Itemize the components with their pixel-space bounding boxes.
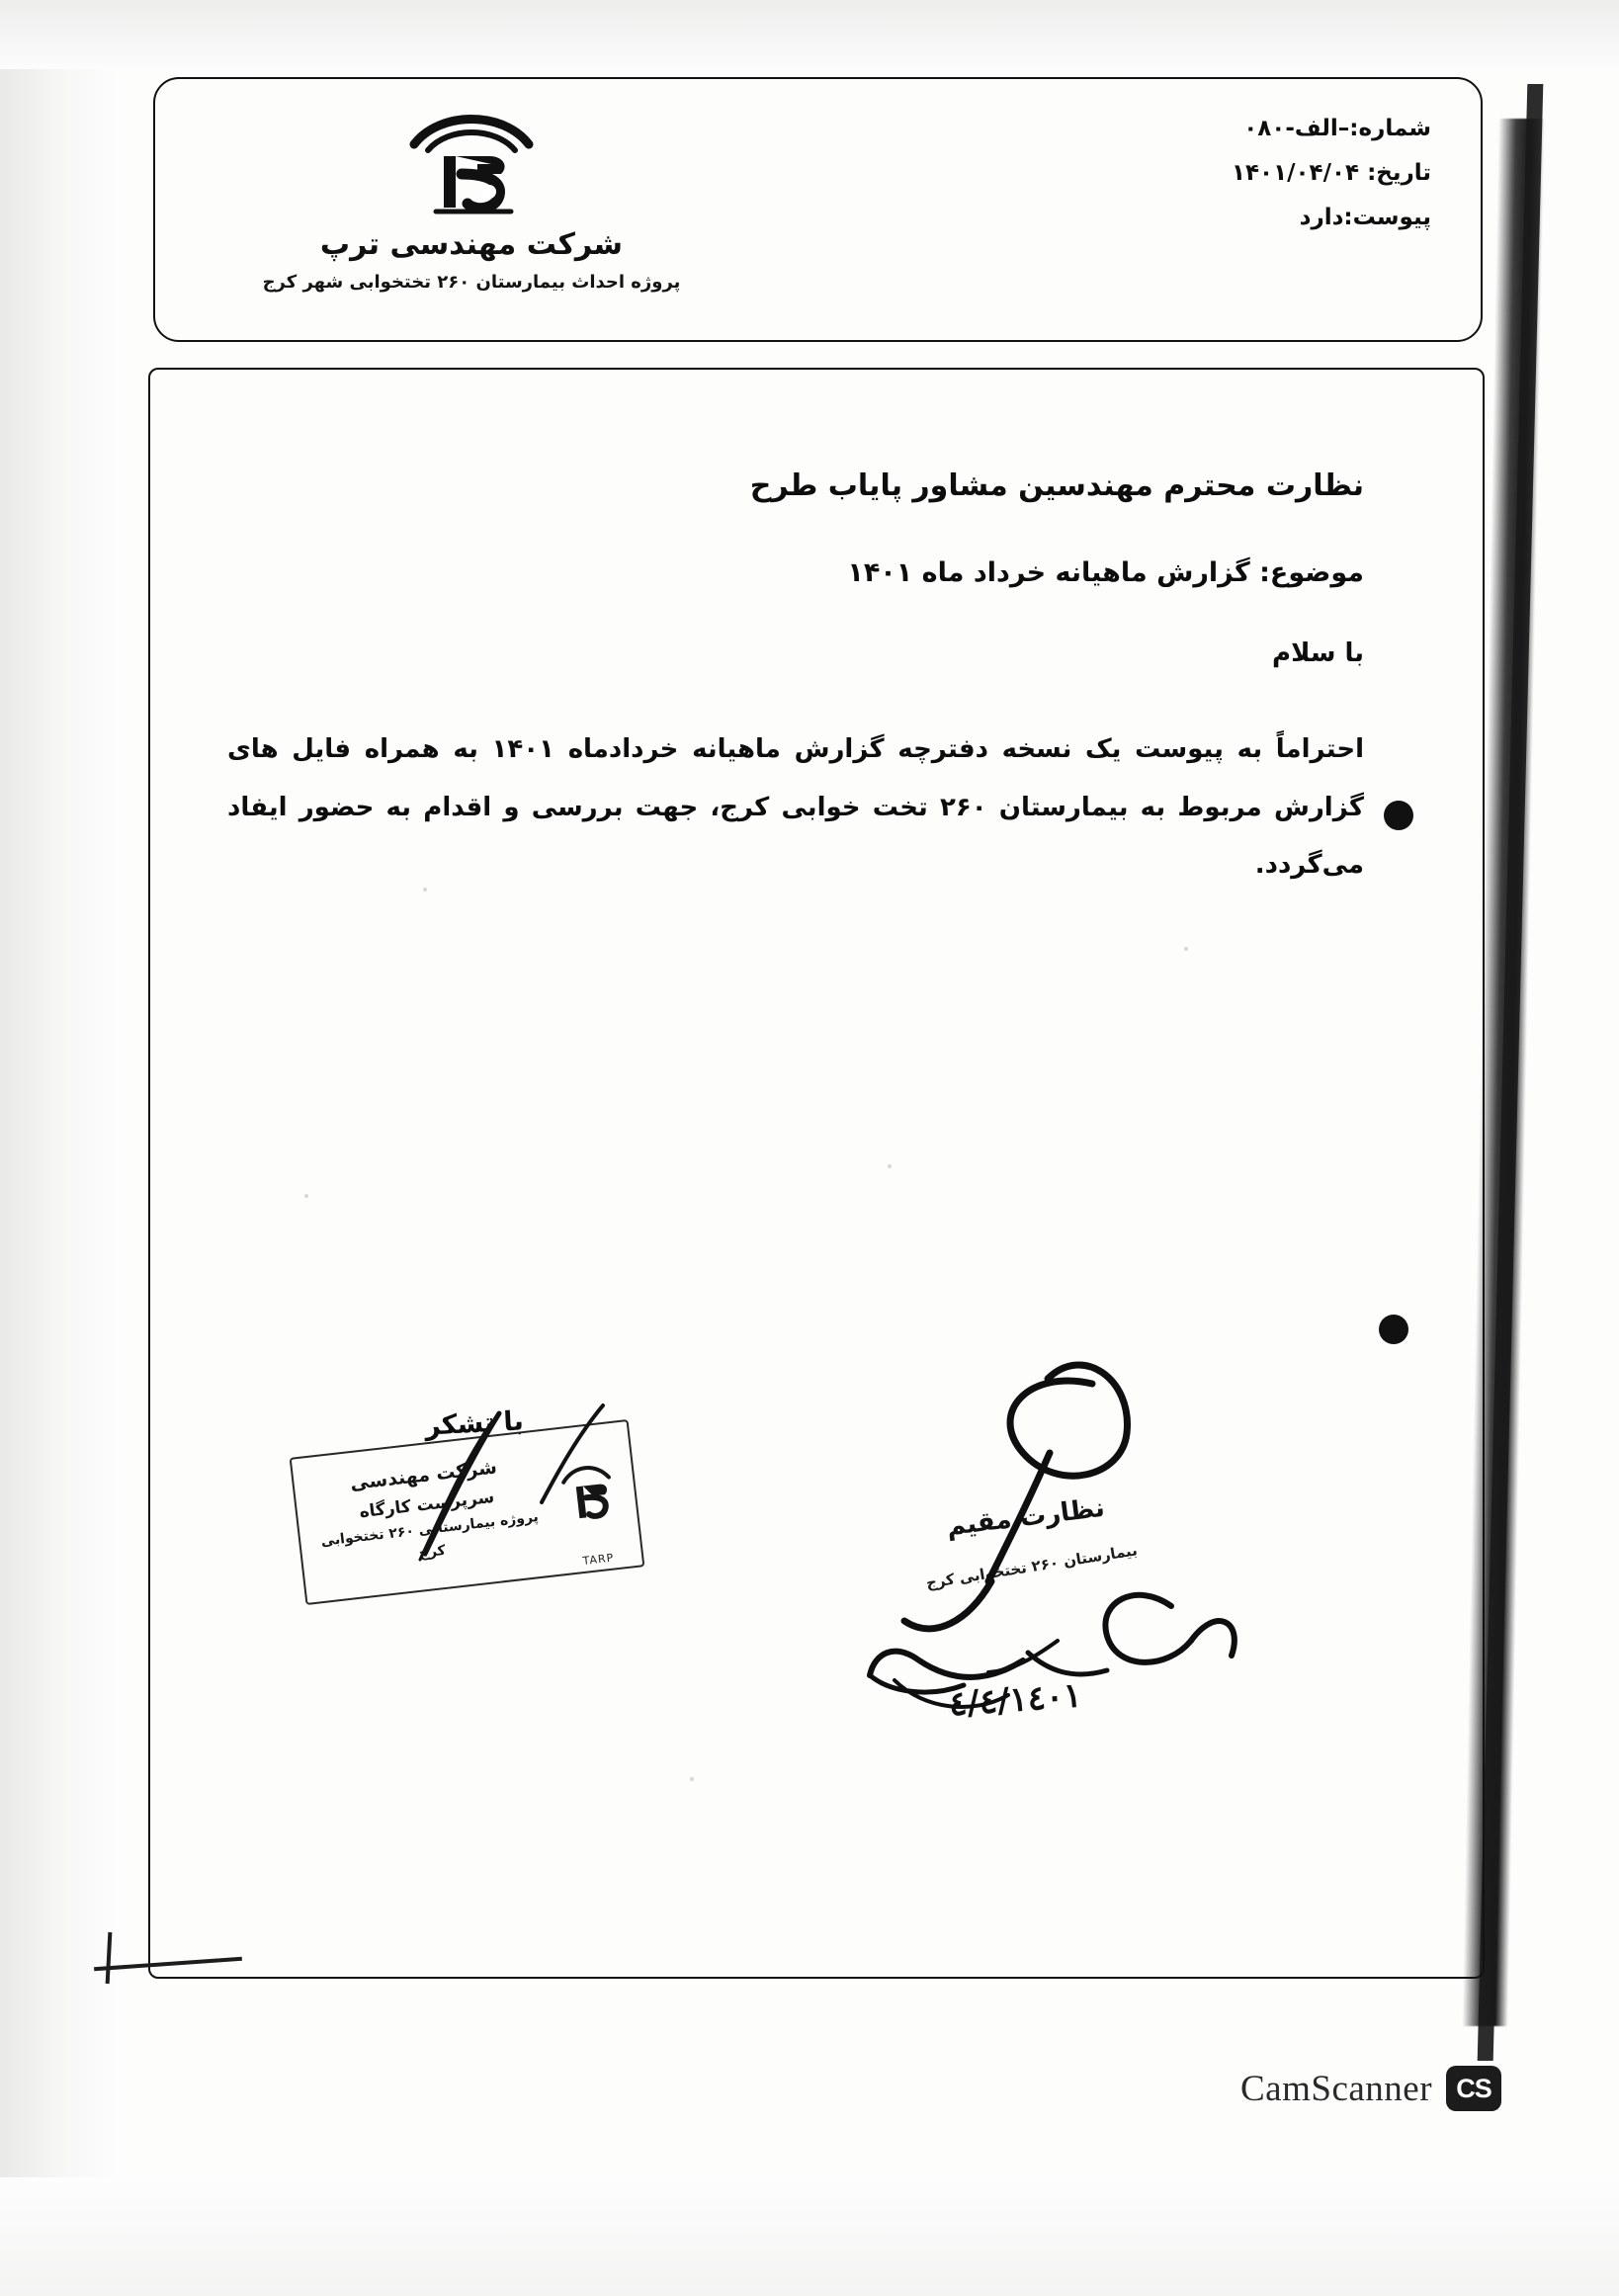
- company-logo-icon: [392, 105, 551, 221]
- scan-shadow-top: [0, 0, 1619, 69]
- handwritten-date: ۱٤۰۱/٤/٤: [947, 1675, 1083, 1725]
- resident-supervisor-subtitle: بیمارستان ۲۶۰ تختخوابی کرج: [924, 1541, 1139, 1592]
- punch-hole-lower: [1379, 1315, 1408, 1344]
- reference-attachment: پیوست:دارد: [1299, 204, 1431, 230]
- resident-supervisor-title: نظارت مقیم: [945, 1492, 1107, 1543]
- company-name: شرکت مهندسی ترپ: [319, 227, 624, 262]
- stamp-tiny-label: TARP: [581, 1551, 615, 1569]
- greeting-line: با سلام: [1272, 638, 1364, 668]
- reference-date: تاریخ: ۱۴۰۱/۰۴/۰۴: [1231, 159, 1431, 186]
- body-paragraph: احتراماً به پیوست یک نسخه دفترچه گزارش ماهیانه خردادماه ۱۴۰۱ به همراه فایل های گزارش مربوط به بیمارستان ۲۶۰ تخت خوابی کرج، جهت بررسی و اقدام به حضور ایفاد می‌گردد.: [227, 734, 1364, 880]
- stamp-line-3: پروژه بیمارستانی ۲۶۰ تختخوابی کرج: [319, 1509, 540, 1563]
- reference-number: شماره:–الف-۰۸۰: [1243, 116, 1431, 141]
- camscanner-badge-icon: CS: [1446, 2066, 1501, 2111]
- company-subtitle: پروژه احداث بیمارستان ۲۶۰ تختخوابی شهر کرج: [262, 272, 681, 293]
- reference-block: [1232, 107, 1431, 240]
- stamp-logo-icon: [554, 1455, 623, 1531]
- stamp-line-2: سرپرست کارگاه: [358, 1488, 496, 1523]
- letter-body-box: [148, 368, 1485, 1979]
- addressee-line: نظارت محترم مهندسین مشاور پایاب طرح: [749, 468, 1364, 503]
- company-identity: [195, 105, 748, 293]
- subject-line: موضوع: گزارش ماهیانه خرداد ماه ۱۴۰۱: [847, 557, 1364, 588]
- letterhead-box: [153, 77, 1483, 342]
- camscanner-watermark: [1240, 2066, 1501, 2111]
- camscanner-label: CamScanner: [1240, 2068, 1433, 2109]
- punch-hole-upper: [1384, 801, 1413, 830]
- scan-shadow-left: [0, 0, 117, 2296]
- thanks-text: با تشکر: [424, 1405, 525, 1442]
- stamp-line-1: شرکت مهندسی: [349, 1456, 498, 1495]
- scan-shadow-bottom: [0, 2177, 1619, 2296]
